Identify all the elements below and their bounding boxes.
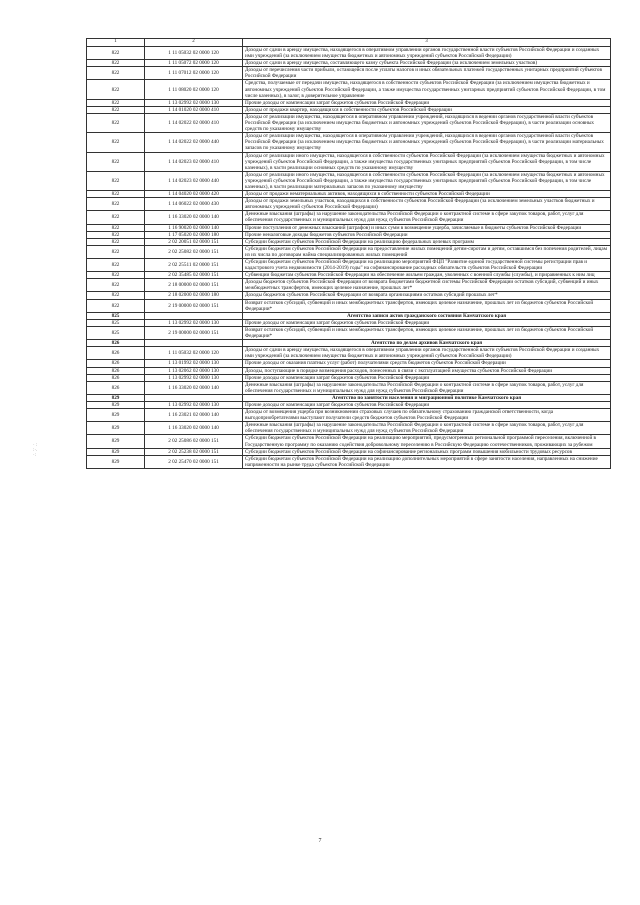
revenue-name-cell: Возврат остатков субсидий, субвенций и иных межбюджетных трансфертов, имеющих целевое назначение, прошлых лет из бюджетов субъектов Российской Федерации*	[243, 299, 611, 312]
revenue-name-cell: Денежные взыскания (штрафы) за нарушение законодательства Российской Федерации о контрактной системе в сфере закупок товаров, работ, услуг для обеспечения государственных и муниципальных нужд для нужд субъектов Российской Федерации	[243, 211, 611, 224]
admin-code-cell: 822	[87, 113, 145, 132]
column-header-3: 3	[243, 39, 611, 47]
page-number: 7	[318, 838, 322, 844]
revenue-name-cell: Агентство по занятости населения и миграционной политике Камчатского края	[243, 394, 611, 401]
revenue-name-cell: Денежные взыскания (штрафы) за нарушение законодательства Российской Федерации о контрактной системе в сфере закупок товаров, работ, услуг для обеспечения государственных и муниципальных нужд для нужд субъектов Российской Федерации	[243, 422, 611, 435]
admin-code-cell: 826	[87, 381, 145, 394]
revenue-name-cell: Доходы от сдачи в аренду имущества, находящегося в оперативном управлении органов государственной власти субъектов Российской Федерации и созданных ими учреждений (за исключением имущества бюджетных и автономных учреждений субъектов Российской Федерации)	[243, 347, 611, 360]
admin-code-cell: 822	[87, 106, 145, 113]
table-row	[87, 409, 611, 422]
table-row	[87, 448, 611, 455]
table-row	[87, 191, 611, 198]
admin-code-cell: 822	[87, 238, 145, 245]
budget-code-cell: 1 11 07012 02 0000 120	[145, 67, 243, 80]
budget-code-cell: 2 02 25082 02 0000 151	[145, 245, 243, 258]
budget-code-cell: 2 02 25086 02 0000 151	[145, 435, 243, 448]
revenue-name-cell: Доходы бюджетов субъектов Российской Федерации от возврата организациями остатков субсидий прошлых лет*	[243, 292, 611, 299]
table-row	[87, 211, 611, 224]
table-row	[87, 224, 611, 231]
revenue-name-cell: Доходы от перечисления части прибыли, остающейся после уплаты налогов и иных обязательных платежей государственных унитарных предприятий субъектов Российской Федерации	[243, 67, 611, 80]
table-row	[87, 171, 611, 190]
section-header-row	[87, 340, 611, 347]
revenue-name-cell: Доходы от продажи земельных участков, находящихся в собственности субъектов Российской Федерации (за исключением земельных участков бюджетных и автономных учреждений субъектов Российской Федерации)	[243, 198, 611, 211]
budget-code-cell: 1 13 02992 02 0000 130	[145, 99, 243, 106]
budget-code-cell: 2 02 25511 02 0000 151	[145, 259, 243, 272]
admin-code-cell: 822	[87, 60, 145, 67]
table-row	[87, 238, 611, 245]
admin-code-cell: 829	[87, 422, 145, 435]
budget-code-cell: 1 16 33020 02 0000 140	[145, 211, 243, 224]
revenue-codes-table	[86, 38, 611, 469]
admin-code-cell: 822	[87, 211, 145, 224]
admin-code-cell: 822	[87, 292, 145, 299]
budget-code-cell: 1 16 33020 02 0000 140	[145, 381, 243, 394]
budget-code-cell: 1 11 05072 02 0000 120	[145, 60, 243, 67]
budget-code-cell: 1 17 05020 02 0000 180	[145, 231, 243, 238]
revenue-name-cell: Доходы от продажи квартир, находящихся в собственности субъектов Российской Федерации	[243, 106, 611, 113]
budget-code-cell	[145, 340, 243, 347]
budget-code-cell: 1 14 06022 02 0000 430	[145, 198, 243, 211]
budget-code-cell: 2 18 02000 02 0000 180	[145, 292, 243, 299]
revenue-name-cell: Агентство по делам архивов Камчатского края	[243, 340, 611, 347]
admin-code-cell: 822	[87, 231, 145, 238]
table-row	[87, 106, 611, 113]
budget-code-cell: 2 19 00000 02 0000 151	[145, 299, 243, 312]
admin-code-cell: 822	[87, 133, 145, 152]
table-row	[87, 245, 611, 258]
admin-code-cell: 829	[87, 394, 145, 401]
revenue-name-cell: Доходы от сдачи в аренду имущества, находящегося в оперативном управлении органов государственной власти субъектов Российской Федерации и созданных ими учреждений (за исключением имущества бюджетных и автономных учреждений субъектов Российской Федерации)	[243, 47, 611, 60]
admin-code-cell: 829	[87, 401, 145, 408]
margin-scan-marks: · : :·. ·:	[33, 443, 38, 458]
table-row	[87, 367, 611, 374]
table-row	[87, 347, 611, 360]
revenue-name-cell: Субсидии бюджетам субъектов Российской Федерации на софинансирование региональных программ повышения мобильности трудовых ресурсов	[243, 448, 611, 455]
revenue-name-cell: Доходы, поступающие в порядке возмещения расходов, понесенных в связи с эксплуатацией имущества субъектов Российской Федерации	[243, 367, 611, 374]
revenue-name-cell: Прочие неналоговые доходы бюджетов субъектов Российской Федерации	[243, 231, 611, 238]
budget-code-cell: 1 14 02023 02 0000 440	[145, 171, 243, 190]
budget-code-cell: 2 02 25238 02 0000 151	[145, 448, 243, 455]
table-row	[87, 422, 611, 435]
budget-code-cell: 2 18 00000 02 0000 151	[145, 279, 243, 292]
admin-code-cell: 822	[87, 67, 145, 80]
revenue-name-cell: Прочие доходы от оказания платных услуг (работ) получателями средств бюджетов субъектов Российской Федерации	[243, 360, 611, 367]
budget-code-cell: 1 14 02023 02 0000 410	[145, 152, 243, 171]
revenue-name-cell: Денежные взыскания (штрафы) за нарушение законодательства Российской Федерации о контрактной системе в сфере закупок товаров, работ, услуг для обеспечения государственных и муниципальных нужд для нужд субъектов Российской Федерации	[243, 381, 611, 394]
admin-code-cell: 822	[87, 191, 145, 198]
revenue-name-cell: Доходы от сдачи в аренду имущества, составляющего казну субъекта Российской Федерации (за исключением земельных участков)	[243, 60, 611, 67]
budget-code-cell: 1 11 05032 02 0000 120	[145, 347, 243, 360]
revenue-name-cell: Прочие доходы от компенсации затрат бюджетов субъектов Российской Федерации	[243, 319, 611, 326]
table-header-row	[87, 39, 611, 47]
admin-code-cell: 822	[87, 80, 145, 99]
revenue-name-cell: Агентство записи актов гражданского состояния Камчатского края	[243, 312, 611, 319]
budget-code-cell: 1 13 02992 02 0000 130	[145, 401, 243, 408]
budget-code-cell: 1 16 33020 02 0000 140	[145, 422, 243, 435]
revenue-name-cell: Прочие доходы от компенсации затрат бюджетов субъектов Российской Федерации	[243, 401, 611, 408]
admin-code-cell: 822	[87, 259, 145, 272]
revenue-name-cell: Доходы от реализации имущества, находящегося в оперативном управлении учреждений, находящихся в ведении органов государственной власти субъектов Российской Федерации (за исключением имущества бюджетных и автономных учреждений субъектов Российской Федерации), в части реализации материальных запасов по указанному имуществу	[243, 133, 611, 152]
table-body	[87, 47, 611, 469]
admin-code-cell: 826	[87, 367, 145, 374]
table-row	[87, 99, 611, 106]
revenue-name-cell: Субсидии бюджетам субъектов Российской Федерации на реализацию мероприятий ФЦП "Развитие единой государственной системы регистрации прав и кадастрового учета недвижимости (2014-2019) годы" на софинансирование расходных обязательств субъектов Российской Федерации	[243, 259, 611, 272]
table-row	[87, 279, 611, 292]
revenue-name-cell: Субсидии бюджетам субъектов Российской Федерации на реализацию дополнительных мероприятий в сфере занятости населения, направленных на снижение напряженности на рынке труда субъектов Российской Федерации	[243, 455, 611, 468]
admin-code-cell: 825	[87, 326, 145, 339]
table-row	[87, 67, 611, 80]
revenue-name-cell: Прочие доходы от компенсации затрат бюджетов субъектов Российской Федерации	[243, 374, 611, 381]
table-row	[87, 133, 611, 152]
table-row	[87, 326, 611, 339]
table-row	[87, 374, 611, 381]
revenue-name-cell: Субсидии бюджетам субъектов Российской Федерации на реализацию федеральных целевых программ	[243, 238, 611, 245]
admin-code-cell: 826	[87, 374, 145, 381]
admin-code-cell: 822	[87, 299, 145, 312]
table-row	[87, 272, 611, 279]
revenue-name-cell: Средства, получаемые от передачи имущества, находящегося в собственности субъектов Российской Федерации (за исключением имущества бюджетных и автономных учреждений субъектов Российской Федерации, а также имущества государственных унитарных предприятий субъектов Российской Федерации, в том числе казенных), в залог, в доверительное управление	[243, 80, 611, 99]
admin-code-cell: 826	[87, 360, 145, 367]
table-row	[87, 381, 611, 394]
table-row	[87, 401, 611, 408]
budget-code-cell: 1 11 08020 02 0000 120	[145, 80, 243, 99]
table-row	[87, 60, 611, 67]
budget-code-cell: 1 14 01020 02 0000 410	[145, 106, 243, 113]
table-row	[87, 198, 611, 211]
section-header-row	[87, 312, 611, 319]
budget-code-cell: 1 16 23021 02 0000 140	[145, 409, 243, 422]
table-row	[87, 152, 611, 171]
budget-code-cell: 1 13 01992 02 0000 130	[145, 360, 243, 367]
table-row	[87, 360, 611, 367]
budget-code-cell: 1 16 90020 02 0000 140	[145, 224, 243, 231]
document-page	[86, 38, 611, 469]
admin-code-cell: 825	[87, 319, 145, 326]
table-row	[87, 259, 611, 272]
budget-code-cell: 1 13 02992 02 0000 130	[145, 374, 243, 381]
admin-code-cell: 822	[87, 245, 145, 258]
column-header-1: 1	[87, 39, 145, 47]
table-row	[87, 113, 611, 132]
table-row	[87, 292, 611, 299]
admin-code-cell: 826	[87, 340, 145, 347]
revenue-name-cell: Возврат остатков субсидий, субвенций и иных межбюджетных трансфертов, имеющих целевое назначение, прошлых лет из бюджетов субъектов Российской Федерации*	[243, 326, 611, 339]
budget-code-cell: 1 14 02022 02 0000 440	[145, 133, 243, 152]
admin-code-cell: 822	[87, 198, 145, 211]
column-header-2: 2	[145, 39, 243, 47]
budget-code-cell: 2 02 25470 02 0000 151	[145, 455, 243, 468]
budget-code-cell: 1 11 05032 02 0000 120	[145, 47, 243, 60]
admin-code-cell: 829	[87, 409, 145, 422]
revenue-name-cell: Доходы бюджетов субъектов Российской Федерации от возврата бюджетами бюджетной системы Российской Федерации остатков субсидий, субвенций и иных межбюджетных трансфертов, имеющих целевое назначение, прошлых лет*	[243, 279, 611, 292]
budget-code-cell: 2 02 35485 02 0000 151	[145, 272, 243, 279]
revenue-name-cell: Субсидии бюджетам субъектов Российской Федерации на предоставление жилых помещений детям-сиротам и детям, оставшимся без попечения родителей, лицам из их числа по договорам найма специализированных жилых помещений	[243, 245, 611, 258]
table-row	[87, 455, 611, 468]
revenue-name-cell: Доходы от продажи нематериальных активов, находящихся в собственности субъектов Российской Федерации	[243, 191, 611, 198]
table-row	[87, 299, 611, 312]
revenue-name-cell: Субсидии бюджетам субъектов Российской Федерации на реализацию мероприятий, предусмотренных региональной программой переселения, включенной в Государственную программу по оказанию содействия добровольному переселению в Российскую Федерацию соотечественников, проживающих за рубежом	[243, 435, 611, 448]
admin-code-cell: 822	[87, 47, 145, 60]
admin-code-cell: 829	[87, 455, 145, 468]
admin-code-cell: 822	[87, 171, 145, 190]
admin-code-cell: 826	[87, 347, 145, 360]
admin-code-cell: 829	[87, 448, 145, 455]
budget-code-cell: 1 13 02062 02 0000 130	[145, 367, 243, 374]
table-row	[87, 231, 611, 238]
admin-code-cell: 822	[87, 272, 145, 279]
revenue-name-cell: Доходы от реализации иного имущества, находящегося в собственности субъектов Российской Федерации (за исключением имущества бюджетных и автономных учреждений субъектов Российской Федерации, а также имущества государственных унитарных предприятий субъектов Российской Федерации, в том числе казенных), в части реализации материальных запасов по указанному имуществу	[243, 171, 611, 190]
table-row	[87, 319, 611, 326]
admin-code-cell: 822	[87, 279, 145, 292]
section-header-row	[87, 394, 611, 401]
budget-code-cell: 1 14 04020 02 0000 420	[145, 191, 243, 198]
budget-code-cell: 1 13 02992 02 0000 130	[145, 319, 243, 326]
revenue-name-cell: Субвенции бюджетам субъектов Российской Федерации на обеспечение жильем граждан, уволенных с военной службы (службы), и приравненных к ним лиц	[243, 272, 611, 279]
admin-code-cell: 822	[87, 152, 145, 171]
revenue-name-cell: Доходы от реализации имущества, находящегося в оперативном управлении учреждений, находящихся в ведении органов государственной власти субъектов Российской Федерации (за исключением имущества бюджетных и автономных учреждений субъектов Российской Федерации), в части реализации основных средств по указанному имуществу	[243, 113, 611, 132]
admin-code-cell: 822	[87, 99, 145, 106]
budget-code-cell: 2 02 20051 02 0000 151	[145, 238, 243, 245]
admin-code-cell: 822	[87, 224, 145, 231]
budget-code-cell: 2 19 00000 02 0000 151	[145, 326, 243, 339]
budget-code-cell: 1 14 02022 02 0000 410	[145, 113, 243, 132]
table-row	[87, 435, 611, 448]
admin-code-cell: 829	[87, 435, 145, 448]
budget-code-cell	[145, 312, 243, 319]
budget-code-cell	[145, 394, 243, 401]
revenue-name-cell: Доходы от возмещения ущерба при возникновении страховых случаев по обязательному страхованию гражданской ответственности, когда выгодоприобретателями выступают получатели средств бюджетов субъектов Российской Федерации	[243, 409, 611, 422]
table-row	[87, 80, 611, 99]
revenue-name-cell: Прочие поступления от денежных взысканий (штрафов) и иных сумм в возмещение ущерба, зачисляемые в бюджеты субъектов Российской Федерации	[243, 224, 611, 231]
admin-code-cell: 825	[87, 312, 145, 319]
revenue-name-cell: Прочие доходы от компенсации затрат бюджетов субъектов Российской Федерации	[243, 99, 611, 106]
revenue-name-cell: Доходы от реализации иного имущества, находящегося в собственности субъектов Российской Федерации (за исключением имущества бюджетных и автономных учреждений субъектов Российской Федерации, а также имущества государственных унитарных предприятий субъектов Российской Федерации, в том числе казенных), в части реализации основных средств по указанному имуществу	[243, 152, 611, 171]
table-row	[87, 47, 611, 60]
